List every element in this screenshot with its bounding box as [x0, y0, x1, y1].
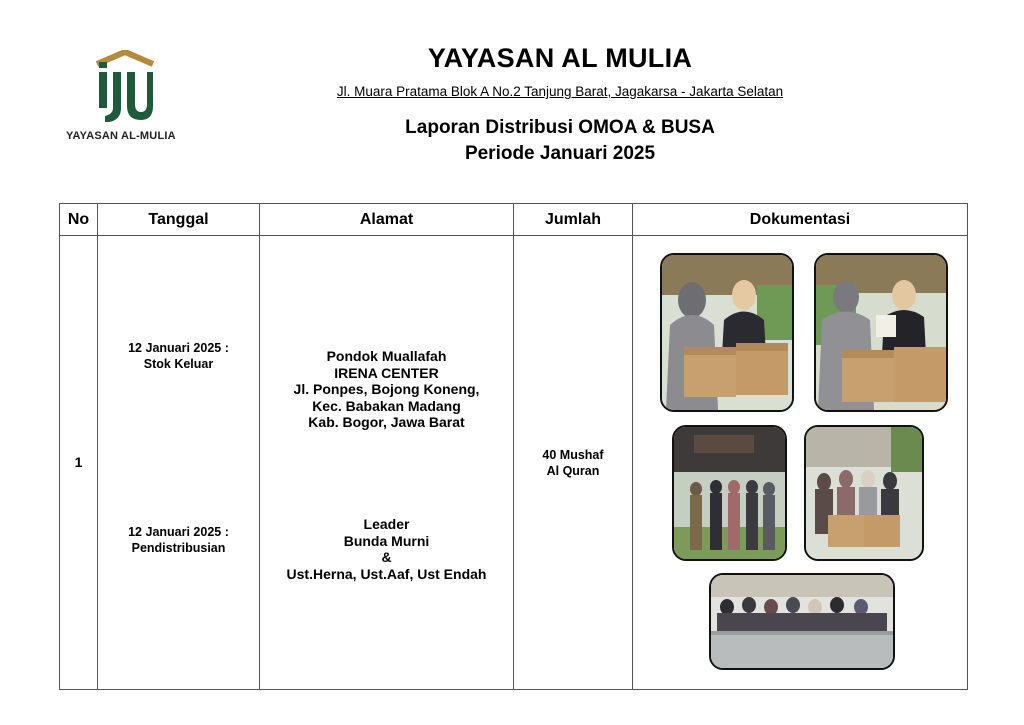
address-block [260, 348, 513, 431]
address-line: Kab. Bogor, Jawa Barat [308, 414, 465, 430]
organization-logo [66, 50, 190, 150]
photo-group-icon [674, 427, 785, 559]
documentation-photo [804, 425, 924, 561]
distribution-table [59, 203, 968, 690]
cell-dokumentasi [633, 236, 968, 690]
address-line: Kec. Babakan Madang [312, 397, 461, 414]
cell-tanggal [98, 236, 260, 690]
report-title: Laporan Distribusi OMOA & BUSA [405, 117, 715, 138]
logo-emblem-icon [93, 50, 157, 126]
header-no: No [60, 204, 98, 236]
photo-handover-icon [662, 255, 792, 410]
table-header-row [60, 204, 968, 236]
table-row [60, 236, 968, 690]
leader-line: Ust.Herna, Ust.Aaf, Ust Endah [286, 565, 487, 582]
documentation-photo [814, 253, 948, 412]
report-period: Periode Januari 2025 [464, 143, 656, 164]
address-line: Pondok Muallafah [326, 348, 447, 364]
quantity-line: Al Quran [546, 463, 600, 478]
date-line: 12 Januari 2025 : [128, 341, 229, 355]
cell-no [60, 236, 98, 690]
documentation-photo [672, 425, 787, 561]
row-number: 1 [74, 453, 83, 470]
date-label: Stok Keluar [143, 357, 214, 371]
header-tanggal: Tanggal [98, 204, 260, 236]
photo-handover-icon [816, 255, 946, 410]
organization-address: Jl. Muara Pratama Blok A No.2 Tanjung Barat, Jagakarsa - Jakarta Selatan [336, 84, 784, 99]
photo-meeting-icon [711, 575, 893, 668]
leader-block [260, 516, 513, 582]
leader-line: Leader [363, 516, 410, 532]
logo-text: YAYASAN AL-MULIA [66, 130, 176, 142]
date-stock-out [98, 340, 259, 372]
date-line: 12 Januari 2025 : [128, 525, 229, 539]
date-distribution [98, 524, 259, 556]
header-jumlah: Jumlah [514, 204, 633, 236]
leader-line: & [381, 549, 392, 565]
leader-line: Bunda Murni [343, 532, 430, 549]
address-line: IRENA CENTER [334, 364, 439, 381]
cell-alamat [260, 236, 514, 690]
documentation-photo [709, 573, 895, 670]
address-line: Jl. Ponpes, Bojong Koneng, [293, 381, 480, 397]
header-alamat: Alamat [260, 204, 514, 236]
documentation-photo [660, 253, 794, 412]
photo-group-icon [806, 427, 922, 559]
date-label: Pendistribusian [131, 541, 226, 555]
organization-name: YAYASAN AL MULIA [427, 43, 693, 73]
cell-jumlah [514, 236, 633, 690]
quantity-line: 40 Mushaf [542, 447, 604, 462]
quantity-value [514, 447, 632, 479]
header-dokumentasi: Dokumentasi [633, 204, 968, 236]
